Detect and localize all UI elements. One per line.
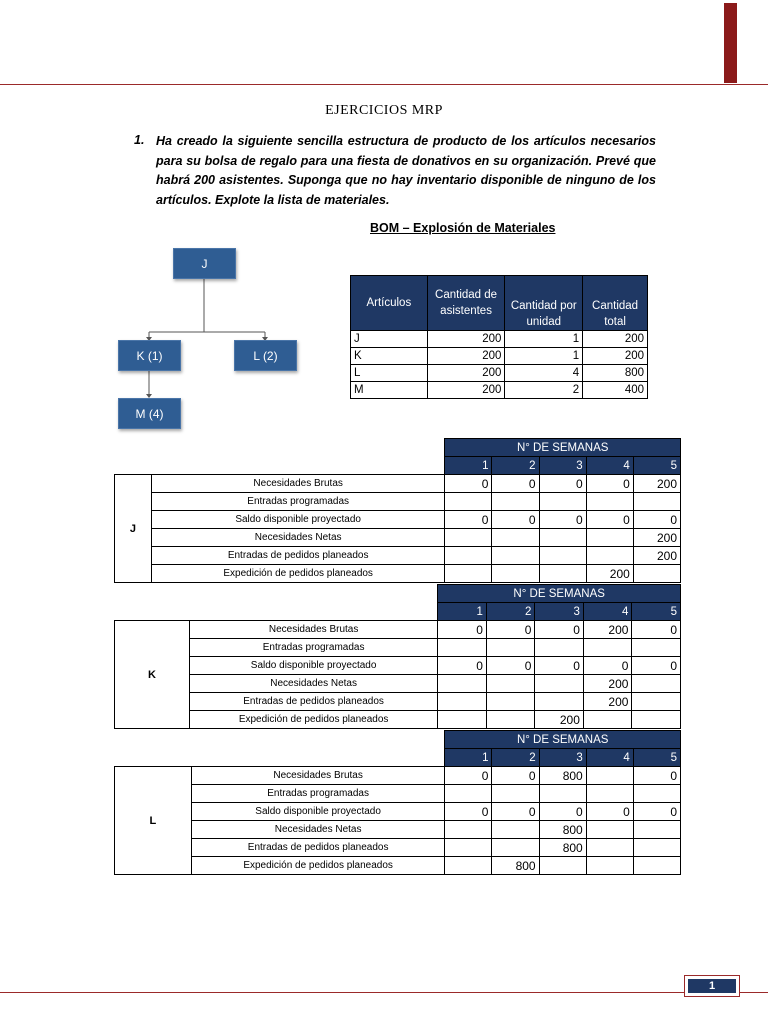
value-cell: 200 — [633, 547, 680, 565]
value-cell — [633, 839, 680, 857]
page-title: EJERCICIOS MRP — [325, 103, 443, 118]
table-row — [115, 839, 681, 857]
item-label: L — [115, 767, 192, 875]
bom-cell: L — [351, 365, 428, 382]
week-numbers-row — [115, 457, 681, 475]
value-cell: 0 — [486, 621, 535, 639]
value-cell — [492, 529, 539, 547]
value-cell — [539, 857, 586, 875]
value-cell: 0 — [445, 511, 492, 529]
value-cell — [486, 639, 535, 657]
table-row — [115, 475, 681, 493]
row-label: Necesidades Brutas — [191, 767, 445, 785]
value-cell: 0 — [539, 475, 586, 493]
value-cell — [445, 565, 492, 583]
value-cell — [438, 711, 487, 729]
blank-cell — [115, 439, 445, 457]
value-cell — [445, 493, 492, 511]
page-number: 1 — [688, 979, 736, 993]
value-cell — [586, 767, 633, 785]
value-cell: 0 — [632, 621, 681, 639]
value-cell — [633, 785, 680, 803]
value-cell — [539, 565, 586, 583]
value-cell — [492, 821, 539, 839]
week-numbers-row — [115, 749, 681, 767]
bom-cell: 200 — [583, 348, 648, 365]
blank-cell — [115, 457, 445, 475]
row-label: Saldo disponible proyectado — [189, 657, 438, 675]
tree-node-k: K (1) — [118, 340, 181, 371]
table-row — [115, 565, 681, 583]
table-row — [115, 767, 681, 785]
value-cell: 0 — [445, 475, 492, 493]
value-cell — [539, 785, 586, 803]
value-cell: 800 — [539, 839, 586, 857]
table-row — [115, 639, 681, 657]
tree-node-j: J — [173, 248, 236, 279]
blank-cell — [115, 731, 445, 749]
value-cell — [492, 839, 539, 857]
bom-cell: 200 — [427, 331, 505, 348]
value-cell — [633, 857, 680, 875]
value-cell — [445, 547, 492, 565]
value-cell: 0 — [535, 621, 584, 639]
bom-table — [350, 275, 648, 399]
value-cell: 0 — [438, 657, 487, 675]
table-row — [115, 857, 681, 875]
value-cell: 800 — [539, 767, 586, 785]
value-cell: 800 — [539, 821, 586, 839]
week-number: 4 — [586, 457, 633, 475]
row-label: Saldo disponible proyectado — [151, 511, 444, 529]
value-cell: 0 — [633, 767, 680, 785]
value-cell — [586, 857, 633, 875]
weeks-header: N° DE SEMANAS — [445, 731, 681, 749]
value-cell: 0 — [633, 511, 680, 529]
table-row — [351, 348, 648, 365]
row-label: Necesidades Netas — [191, 821, 445, 839]
value-cell — [492, 785, 539, 803]
value-cell: 0 — [632, 657, 681, 675]
value-cell — [583, 639, 632, 657]
value-cell: 0 — [586, 475, 633, 493]
value-cell: 200 — [535, 711, 584, 729]
value-cell: 0 — [586, 511, 633, 529]
table-row — [115, 493, 681, 511]
week-numbers-row — [115, 603, 681, 621]
table-row — [115, 547, 681, 565]
value-cell — [486, 711, 535, 729]
value-cell: 200 — [586, 565, 633, 583]
value-cell — [632, 675, 681, 693]
value-cell — [633, 493, 680, 511]
bom-cell: 200 — [427, 365, 505, 382]
bom-cell: 400 — [583, 382, 648, 399]
value-cell — [535, 639, 584, 657]
value-cell — [445, 857, 492, 875]
blank-cell — [115, 749, 445, 767]
row-label: Saldo disponible proyectado — [191, 803, 445, 821]
row-label: Necesidades Netas — [189, 675, 438, 693]
row-label: Entradas de pedidos planeados — [189, 693, 438, 711]
week-number: 5 — [633, 749, 680, 767]
row-label: Entradas de pedidos planeados — [191, 839, 445, 857]
value-cell: 0 — [438, 621, 487, 639]
bom-cell: 1 — [505, 331, 583, 348]
value-cell: 200 — [583, 621, 632, 639]
value-cell — [535, 693, 584, 711]
bom-cell: K — [351, 348, 428, 365]
week-number: 3 — [535, 603, 584, 621]
bom-title: BOM – Explosión de Materiales — [370, 221, 556, 235]
week-number: 4 — [586, 749, 633, 767]
week-number: 3 — [539, 457, 586, 475]
value-cell — [586, 529, 633, 547]
week-number: 5 — [633, 457, 680, 475]
weeks-header: N° DE SEMANAS — [445, 439, 681, 457]
value-cell — [486, 693, 535, 711]
bom-cell: 800 — [583, 365, 648, 382]
value-cell: 0 — [492, 511, 539, 529]
item-label: J — [115, 475, 152, 583]
value-cell: 0 — [539, 803, 586, 821]
value-cell — [445, 821, 492, 839]
weeks-header: N° DE SEMANAS — [438, 585, 681, 603]
value-cell — [586, 547, 633, 565]
value-cell: 0 — [583, 657, 632, 675]
value-cell: 200 — [633, 529, 680, 547]
weeks-header-row — [115, 585, 681, 603]
bom-header: Artículos — [351, 276, 428, 331]
tree-node-m: M (4) — [118, 398, 181, 429]
page-number-box — [684, 975, 740, 997]
week-number: 5 — [632, 603, 681, 621]
week-number: 1 — [445, 457, 492, 475]
value-cell — [586, 821, 633, 839]
week-number: 1 — [438, 603, 487, 621]
value-cell: 0 — [535, 657, 584, 675]
bom-cell: 200 — [427, 382, 505, 399]
row-label: Entradas programadas — [151, 493, 444, 511]
blank-cell — [115, 585, 438, 603]
bom-cell: 2 — [505, 382, 583, 399]
table-row — [115, 693, 681, 711]
value-cell: 0 — [586, 803, 633, 821]
value-cell — [438, 675, 487, 693]
table-row — [115, 785, 681, 803]
value-cell: 0 — [445, 767, 492, 785]
row-label: Expedición de pedidos planeados — [189, 711, 438, 729]
week-number: 2 — [492, 749, 539, 767]
value-cell — [445, 529, 492, 547]
row-label: Entradas de pedidos planeados — [151, 547, 444, 565]
mrp-table-j — [114, 438, 681, 583]
value-cell — [492, 565, 539, 583]
value-cell: 200 — [583, 675, 632, 693]
table-row — [115, 511, 681, 529]
value-cell — [583, 711, 632, 729]
value-cell: 0 — [633, 803, 680, 821]
value-cell: 0 — [492, 475, 539, 493]
bom-cell: M — [351, 382, 428, 399]
value-cell: 0 — [492, 767, 539, 785]
row-label: Entradas programadas — [191, 785, 445, 803]
bom-cell: 1 — [505, 348, 583, 365]
value-cell: 200 — [633, 475, 680, 493]
row-label: Expedición de pedidos planeados — [151, 565, 444, 583]
value-cell — [486, 675, 535, 693]
weeks-header-row — [115, 731, 681, 749]
item-label: K — [115, 621, 190, 729]
bom-header: Cantidad de asistentes — [427, 276, 505, 331]
question-text: Ha creado la siguiente sencilla estructura de producto de los artículos necesarios para su bolsa de regalo para una fiesta de donativos en su organización. Prevé que habrá 200 asistentes. Suponga que no hay inventario disponible de ninguno de los artículos. Explote la lista de materiales. — [156, 134, 656, 207]
footer-rule — [0, 992, 768, 993]
row-label: Necesidades Netas — [151, 529, 444, 547]
value-cell — [492, 493, 539, 511]
mrp-table-k — [114, 584, 681, 729]
value-cell — [539, 547, 586, 565]
table-row — [115, 621, 681, 639]
value-cell: 0 — [492, 803, 539, 821]
table-row — [115, 711, 681, 729]
value-cell — [632, 639, 681, 657]
value-cell: 200 — [583, 693, 632, 711]
table-row — [351, 365, 648, 382]
value-cell — [535, 675, 584, 693]
value-cell: 0 — [445, 803, 492, 821]
value-cell — [633, 565, 680, 583]
table-row — [115, 821, 681, 839]
value-cell — [632, 693, 681, 711]
row-label: Entradas programadas — [189, 639, 438, 657]
value-cell — [586, 493, 633, 511]
row-label: Necesidades Brutas — [151, 475, 444, 493]
value-cell — [586, 785, 633, 803]
week-number: 1 — [445, 749, 492, 767]
value-cell — [438, 693, 487, 711]
table-row — [115, 803, 681, 821]
mrp-table-l — [114, 730, 681, 875]
value-cell: 0 — [486, 657, 535, 675]
value-cell — [539, 529, 586, 547]
bom-header-row — [351, 276, 648, 331]
bom-cell: J — [351, 331, 428, 348]
week-number: 2 — [486, 603, 535, 621]
bom-cell: 200 — [427, 348, 505, 365]
table-row — [351, 331, 648, 348]
week-number: 3 — [539, 749, 586, 767]
tree-node-l: L (2) — [234, 340, 297, 371]
row-label: Necesidades Brutas — [189, 621, 438, 639]
value-cell — [633, 821, 680, 839]
week-number: 2 — [492, 457, 539, 475]
value-cell — [438, 639, 487, 657]
bom-cell: 4 — [505, 365, 583, 382]
bom-header: Cantidad total — [583, 276, 648, 331]
value-cell: 800 — [492, 857, 539, 875]
table-row — [115, 675, 681, 693]
blank-cell — [115, 603, 438, 621]
bom-cell: 200 — [583, 331, 648, 348]
value-cell: 0 — [539, 511, 586, 529]
table-row — [115, 529, 681, 547]
value-cell — [632, 711, 681, 729]
value-cell — [445, 785, 492, 803]
value-cell — [539, 493, 586, 511]
row-label: Expedición de pedidos planeados — [191, 857, 445, 875]
value-cell — [492, 547, 539, 565]
week-number: 4 — [583, 603, 632, 621]
table-row — [351, 382, 648, 399]
bom-header: Cantidad por unidad — [505, 276, 583, 331]
weeks-header-row — [115, 439, 681, 457]
question-number: 1. — [134, 133, 145, 147]
table-row — [115, 657, 681, 675]
value-cell — [586, 839, 633, 857]
value-cell — [445, 839, 492, 857]
